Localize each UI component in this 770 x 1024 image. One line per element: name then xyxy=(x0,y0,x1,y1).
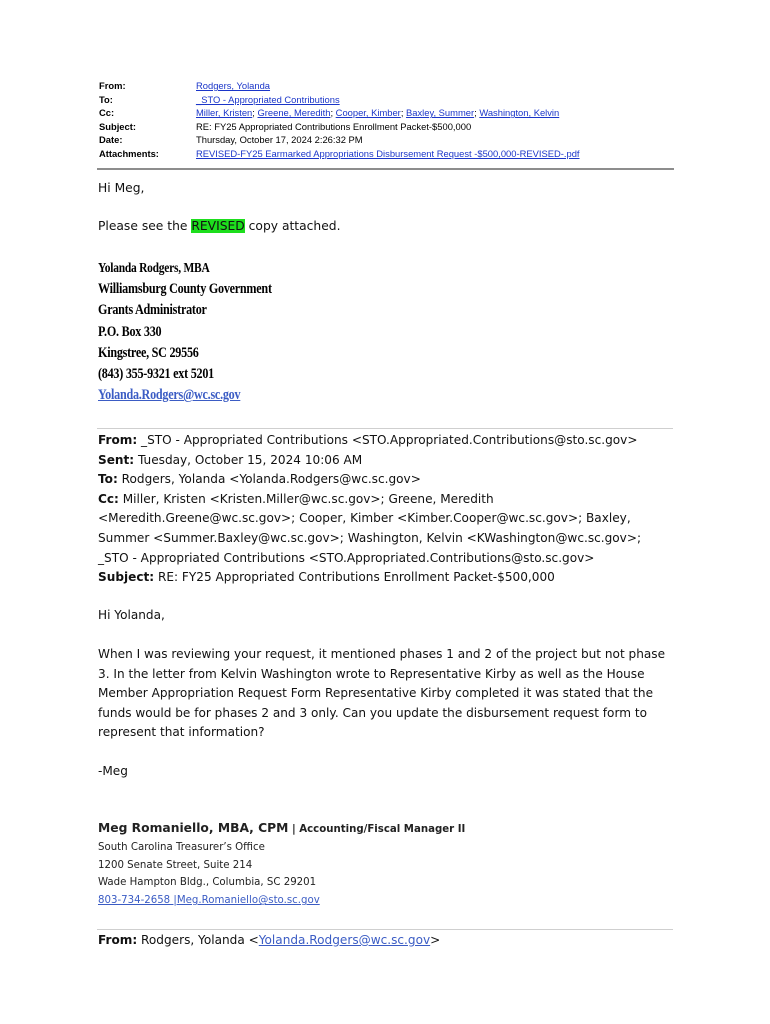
meg-name-line xyxy=(98,820,465,839)
reply-greeting: Hi Meg, xyxy=(98,181,145,195)
fwd-subject-label: Subject: xyxy=(98,570,155,585)
meg-contact-link[interactable]: 803-734-2658 |Meg.Romaniello@sto.sc.gov xyxy=(98,895,320,907)
fwd-to-value: Rodgers, Yolanda <Yolanda.Rodgers@wc.sc.gov> xyxy=(117,472,421,487)
header-from-label: From: xyxy=(99,80,126,91)
fwd-sent-value: Tuesday, October 15, 2024 10:06 AM xyxy=(134,452,363,467)
fwd-to-label: To: xyxy=(98,472,118,487)
signature-phone: (843) 355-9321 ext 5201 xyxy=(98,366,214,383)
thread-divider xyxy=(97,428,673,429)
header-attachments-label: Attachments: xyxy=(99,147,159,159)
header-to-link[interactable]: _STO - Appropriated Contributions xyxy=(196,93,340,105)
next-from-email-link[interactable]: Yolanda.Rodgers@wc.sc.gov xyxy=(258,933,431,947)
next-from-line xyxy=(98,933,440,947)
header-cc-link-cooper[interactable]: Cooper, Kimber xyxy=(335,107,401,119)
header-subject-value: RE: FY25 Appropriated Contributions Enrollment Packet-$500,000 xyxy=(196,120,472,132)
email-header xyxy=(99,79,673,161)
header-attachments-row xyxy=(99,147,673,161)
signature-email-link[interactable]: Yolanda.Rodgers@wc.sc.gov xyxy=(98,387,241,404)
fwd-sent-line xyxy=(98,451,670,471)
header-subject-row xyxy=(99,120,673,134)
signature-address1: P.O. Box 330 xyxy=(98,323,162,340)
header-cc-link-greene[interactable]: Greene, Meredith xyxy=(257,107,331,119)
header-cc-link-washington[interactable]: Washington, Kelvin xyxy=(479,107,560,119)
fwd-cc-label: Cc: xyxy=(98,491,119,506)
header-from-row xyxy=(99,79,673,93)
fwd-to-line xyxy=(98,470,670,490)
signature-title: Grants Administrator xyxy=(98,302,207,319)
cc-separator: ; xyxy=(330,107,336,119)
reply-text-after: copy attached. xyxy=(244,219,341,233)
signature-address2: Kingstree, SC 29556 xyxy=(98,344,199,361)
meg-office: South Carolina Treasurer’s Office xyxy=(98,841,265,853)
message-paragraph: When I was reviewing your request, it mentioned phases 1 and 2 of the project but not phase 3. In the letter from Kelvin Washington wrote to Representative Kirby as well as the House Member Appropriation Request Form Representative Kirby completed it was stated that the funds would be for phases 2 and 3 only. Can you update the disbursement request form to represent that information? xyxy=(98,647,666,740)
header-from-link[interactable]: Rodgers, Yolanda xyxy=(196,80,271,91)
thread-divider-2 xyxy=(97,929,673,930)
next-from-name: Rodgers, Yolanda < xyxy=(137,933,259,947)
header-date-row xyxy=(99,133,673,147)
yolanda-signature xyxy=(98,258,272,406)
signature-name: Yolanda Rodgers, MBA xyxy=(98,261,210,276)
cc-separator: ; xyxy=(474,107,480,119)
header-to-row xyxy=(99,93,673,107)
header-subject-label: Subject: xyxy=(99,120,136,132)
header-date-label: Date: xyxy=(99,134,123,146)
next-from-label: From: xyxy=(98,933,138,947)
message-greeting: Hi Yolanda, xyxy=(98,608,165,622)
fwd-from-label: From: xyxy=(98,433,138,447)
revised-highlight: REVISED xyxy=(191,219,245,233)
header-divider xyxy=(97,168,674,170)
signature-org: Williamsburg County Government xyxy=(98,281,272,298)
fwd-subject-value: RE: FY25 Appropriated Contributions Enrollment Packet-$500,000 xyxy=(154,570,555,585)
header-to-label: To: xyxy=(99,93,113,105)
header-date-value: Thursday, October 17, 2024 2:26:32 PM xyxy=(196,134,363,146)
header-cc-link-miller[interactable]: Miller, Kristen xyxy=(196,107,253,119)
reply-text-before: Please see the xyxy=(98,219,192,233)
next-from-close: > xyxy=(430,933,441,947)
forwarded-header xyxy=(98,431,670,588)
fwd-from-value: _STO - Appropriated Contributions <STO.Appropriated.Contributions@sto.sc.gov> xyxy=(137,433,638,447)
header-cc-label: Cc: xyxy=(99,107,115,119)
meg-name: Meg Romaniello, MBA, CPM xyxy=(98,821,289,835)
fwd-cc-line xyxy=(98,490,670,568)
reply-line xyxy=(98,219,341,233)
meg-street: 1200 Senate Street, Suite 214 xyxy=(98,859,253,871)
meg-role: Accounting/Fiscal Manager II xyxy=(299,824,466,835)
cc-separator: ; xyxy=(252,107,258,119)
fwd-subject-line xyxy=(98,568,670,588)
fwd-cc-value: Miller, Kristen <Kristen.Miller@wc.sc.gov>; Greene, Meredith <Meredith.Greene@wc.sc.gov>; Cooper, Kimber <Kimber.Cooper@wc.sc.gov>; Baxley, Summer <Summer.Baxley@wc.sc.gov>; Washington, Kelvin <KWashington@wc.sc.gov>; _STO - Appropriated Contributions <STO.Appropriated.Contributions@sto.sc.gov> xyxy=(98,491,642,565)
meg-signature xyxy=(98,820,465,910)
fwd-sent-label: Sent: xyxy=(98,452,135,467)
cc-separator: ; xyxy=(400,107,407,119)
attachment-link[interactable]: REVISED-FY25 Earmarked Appropriations Disbursement Request -$500,000-REVISED-.pdf xyxy=(196,147,580,159)
header-cc-row xyxy=(99,106,673,120)
fwd-from-line xyxy=(98,431,670,451)
meg-sep: | xyxy=(288,824,300,835)
meg-city: Wade Hampton Bldg., Columbia, SC 29201 xyxy=(98,877,317,889)
header-cc-link-baxley[interactable]: Baxley, Summer xyxy=(406,107,475,119)
message-signoff: -Meg xyxy=(98,764,128,778)
